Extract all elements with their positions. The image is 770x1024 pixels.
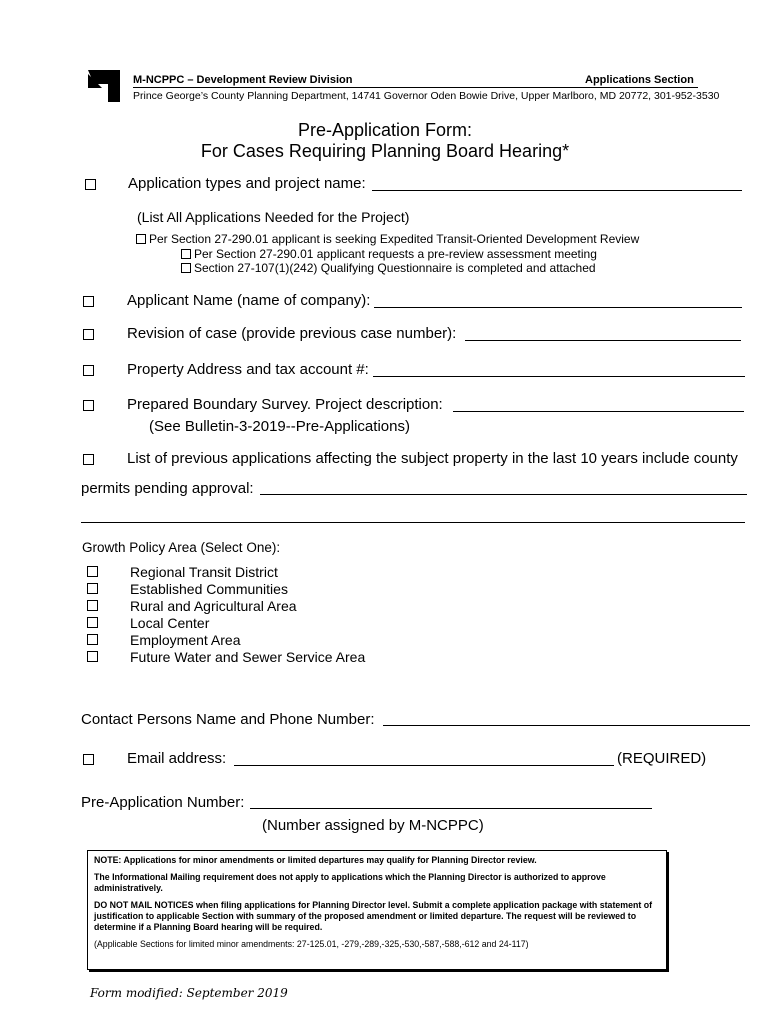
established-communities-checkbox[interactable] (87, 583, 98, 594)
header-section: Applications Section (585, 74, 694, 86)
pre-application-number-label: Pre-Application Number: (81, 794, 245, 811)
property-address-checkbox[interactable] (83, 365, 94, 376)
questionnaire-checkbox[interactable] (181, 263, 191, 273)
growth-option-established-communities: Established Communities (130, 581, 288, 597)
local-center-checkbox[interactable] (87, 617, 98, 628)
contact-persons-label: Contact Persons Name and Phone Number: (81, 711, 375, 728)
questionnaire-label: Section 27-107(1)(242) Qualifying Questionnaire is completed and attached (194, 261, 596, 275)
email-checkbox[interactable] (83, 754, 94, 765)
revision-label: Revision of case (provide previous case number): (127, 325, 457, 342)
growth-policy-heading: Growth Policy Area (Select One): (82, 540, 281, 555)
pre-review-checkbox[interactable] (181, 249, 191, 259)
property-address-input[interactable] (373, 376, 745, 377)
header-rule (133, 87, 698, 88)
bulletin-note: (See Bulletin-3-2019--Pre-Applications) (149, 418, 410, 435)
boundary-survey-input[interactable] (453, 411, 744, 412)
boundary-survey-label: Prepared Boundary Survey. Project description: (127, 396, 443, 413)
expedited-label: Per Section 27-290.01 applicant is seeking Expedited Transit-Oriented Development Review (149, 232, 640, 246)
employment-area-checkbox[interactable] (87, 634, 98, 645)
expedited-checkbox[interactable] (136, 234, 146, 244)
revision-checkbox[interactable] (83, 329, 94, 340)
note-do-not-mail: DO NOT MAIL NOTICES when filing applications for Planning Director level. Submit a complete application package with statement of justification to applicable Section with summary of the proposed amendment or limited departure. The request will be reviewed to determine if a Planning Board hearing will be required. (94, 900, 653, 932)
previous-apps-label: List of previous applications affecting the subject property in the last 10 years include county (127, 450, 738, 467)
number-assigned-note: (Number assigned by M-NCPPC) (262, 817, 484, 834)
application-types-input[interactable] (372, 190, 742, 191)
permits-pending-input[interactable] (260, 494, 747, 495)
permits-pending-input-2[interactable] (81, 522, 745, 523)
property-address-label: Property Address and tax account #: (127, 361, 369, 378)
growth-option-regional-transit: Regional Transit District (130, 564, 278, 580)
email-required-label: (REQUIRED) (617, 750, 707, 767)
boundary-survey-checkbox[interactable] (83, 400, 94, 411)
pre-application-number-input[interactable] (250, 808, 652, 809)
growth-option-employment-area: Employment Area (130, 632, 241, 648)
application-types-checkbox[interactable] (85, 179, 96, 190)
growth-option-rural-agricultural: Rural and Agricultural Area (130, 598, 297, 614)
note-informational-mailing: The Informational Mailing requirement does not apply to applications which the Planning Director is authorized to approve administratively. (94, 872, 606, 893)
note-minor-amendments: NOTE: Applications for minor amendments or limited departures may qualify for Planning Director review. (94, 855, 537, 865)
applicant-name-input[interactable] (374, 307, 742, 308)
list-all-note: (List All Applications Needed for the Project) (137, 209, 410, 225)
email-label: Email address: (127, 750, 227, 767)
header-org: M-NCPPC – Development Review Division (133, 74, 353, 86)
application-types-label: Application types and project name: (128, 175, 366, 192)
growth-option-local-center: Local Center (130, 615, 210, 631)
applicant-name-label: Applicant Name (name of company): (127, 292, 371, 309)
pre-review-label: Per Section 27-290.01 applicant requests a pre-review assessment meeting (194, 247, 597, 261)
permits-pending-label: permits pending approval: (81, 480, 254, 497)
note-box (87, 850, 667, 970)
future-water-sewer-checkbox[interactable] (87, 651, 98, 662)
growth-option-future-water-sewer: Future Water and Sewer Service Area (130, 649, 366, 665)
note-applicable-sections: (Applicable Sections for limited minor amendments: 27-125.01, -279,-289,-325,-530,-587,-588,-612 and 24-117) (94, 939, 529, 949)
revision-input[interactable] (465, 340, 741, 341)
form-title-line1: Pre-Application Form: (297, 120, 473, 140)
email-input[interactable] (234, 765, 614, 766)
regional-transit-checkbox[interactable] (87, 566, 98, 577)
form-title-line2: For Cases Requiring Planning Board Hearing* (200, 141, 570, 161)
header-address: Prince George’s County Planning Department, 14741 Governor Oden Bowie Drive, Upper Marlboro, MD 20772, 301-952-3530 (133, 90, 720, 102)
contact-persons-input[interactable] (383, 725, 750, 726)
form-modified-date: Form modified: September 2019 (90, 986, 288, 1000)
previous-apps-checkbox[interactable] (83, 454, 94, 465)
applicant-name-checkbox[interactable] (83, 296, 94, 307)
mncppc-logo (88, 70, 120, 102)
rural-agricultural-checkbox[interactable] (87, 600, 98, 611)
